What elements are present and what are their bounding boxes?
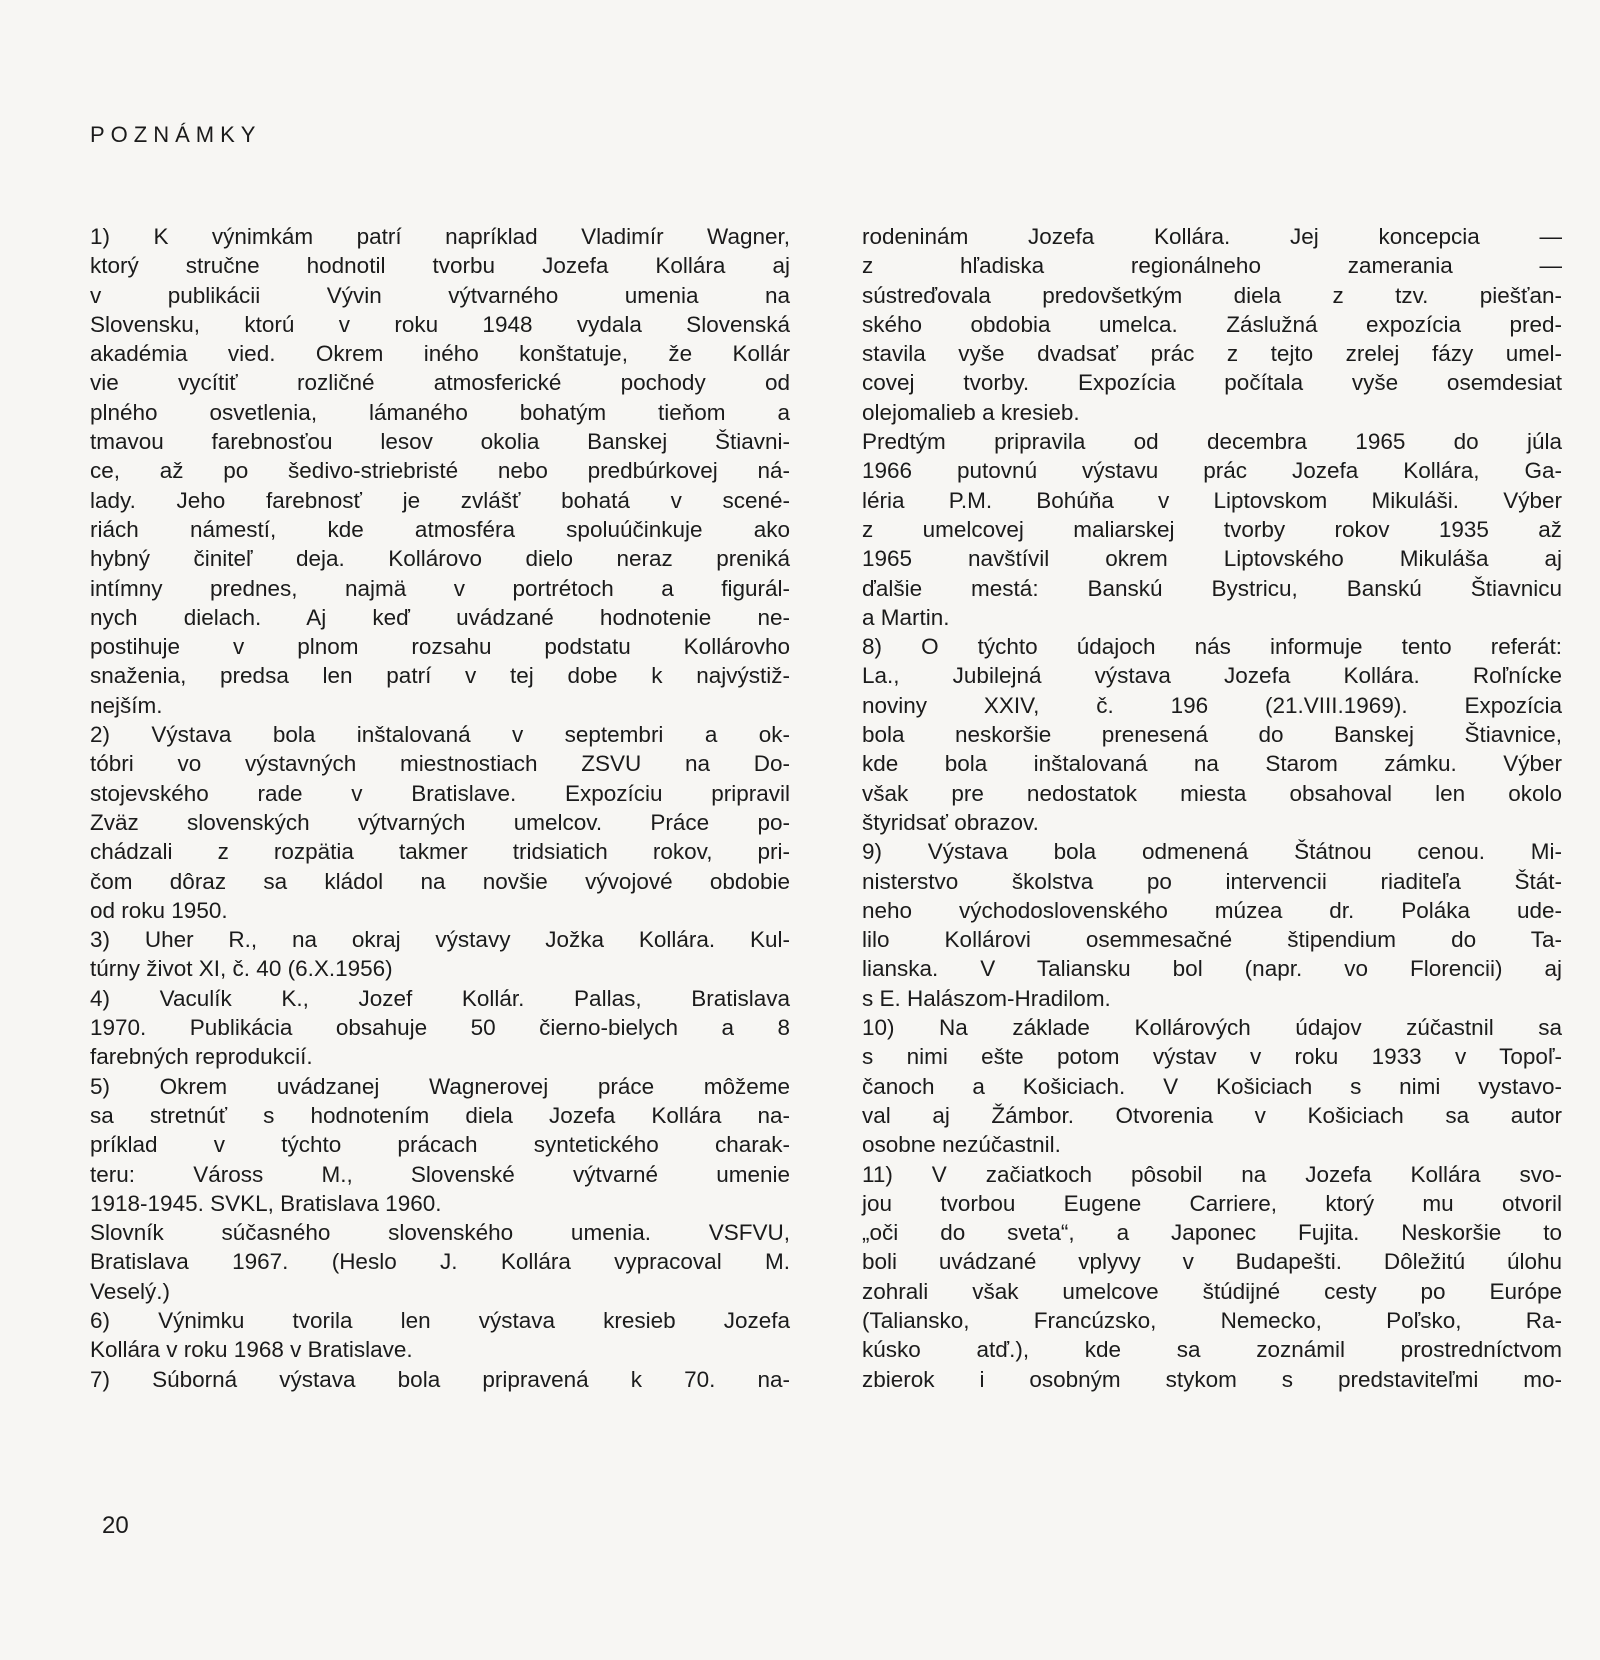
text-line: kúsko atď.), kde sa zoznámil prostredníctvom xyxy=(862,1337,1562,1363)
notes-column-right xyxy=(862,222,1562,1394)
text-line: však pre nedostatok miesta obsahoval len okolo xyxy=(862,780,1562,806)
text-line: „oči do sveta“, a Japonec Fujita. Neskoršie to xyxy=(862,1220,1562,1246)
text-line: Veselý.) xyxy=(90,1278,171,1304)
text-line: bola neskoršie prenesená do Banskej Štiavnice, xyxy=(862,722,1562,748)
text-line: chádzali z rozpätia takmer tridsiatich rokov, pri- xyxy=(90,839,790,865)
text-line: snaženia, predsa len patrí v tej dobe k najvýstiž- xyxy=(90,663,790,689)
text-line: teru: Váross M., Slovenské výtvarné umenie xyxy=(90,1161,790,1187)
text-line: 1918-1945. SVKL, Bratislava 1960. xyxy=(90,1190,442,1216)
text-line: z umelcovej maliarskej tvorby rokov 1935 až xyxy=(862,516,1562,542)
text-line: Slovník súčasného slovenského umenia. VSFVU, xyxy=(90,1220,790,1246)
text-line: 3) Uher R., na okraj výstavy Jožka Kollára. Kul- xyxy=(90,927,790,953)
text-line: riách námestí, kde atmosféra spoluúčinkuje ako xyxy=(90,516,790,542)
text-line: farebných reprodukcií. xyxy=(90,1044,313,1070)
text-line: stavila vyše dvadsať prác z tejto zrelej fázy umel- xyxy=(862,341,1562,367)
text-line: léria P.M. Bohúňa v Liptovskom Mikuláši. Výber xyxy=(862,487,1562,513)
text-line: lianska. V Taliansku bol (napr. vo Florencii) aj xyxy=(862,956,1562,982)
text-line: tóbri vo výstavných miestnostiach ZSVU na Do- xyxy=(90,751,790,777)
text-line: 4) Vaculík K., Jozef Kollár. Pallas, Bratislava xyxy=(90,985,790,1011)
text-line: 9) Výstava bola odmenená Štátnou cenou. Mi- xyxy=(862,839,1562,865)
text-line: noviny XXIV, č. 196 (21.VIII.1969). Expozícia xyxy=(862,692,1562,718)
notes-column-left xyxy=(90,222,790,1394)
text-line: kde bola inštalovaná na Starom zámku. Výber xyxy=(862,751,1562,777)
text-line: 1970. Publikácia obsahuje 50 čierno-bielych a 8 xyxy=(90,1015,790,1041)
text-line: nisterstvo školstva po intervencii riaditeľa Štát- xyxy=(862,868,1562,894)
text-line: štyridsať obrazov. xyxy=(862,809,1039,835)
page-number: 20 xyxy=(102,1512,129,1539)
text-line: hybný činiteľ deja. Kollárovo dielo neraz preniká xyxy=(90,546,790,572)
text-line: tmavou farebnosťou lesov okolia Banskej Štiavni- xyxy=(90,429,790,455)
text-line: 10) Na základe Kollárových údajov zúčastnil sa xyxy=(862,1015,1562,1041)
text-line: lady. Jeho farebnosť je zvlášť bohatá v scené- xyxy=(90,487,790,513)
text-line: osobne nezúčastnil. xyxy=(862,1132,1061,1158)
text-line: v publikácii Vývin výtvarného umenia na xyxy=(90,282,790,308)
text-line: 7) Súborná výstava bola pripravená k 70. na- xyxy=(90,1366,790,1392)
text-line: ce, až po šedivo-striebristé nebo predbúrkovej ná- xyxy=(90,458,790,484)
text-line: 1965 navštívil okrem Liptovského Mikuláša aj xyxy=(862,546,1562,572)
text-line: 2) Výstava bola inštalovaná v septembri a ok- xyxy=(90,722,790,748)
text-line: plného osvetlenia, lámaného bohatým tieňom a xyxy=(90,399,790,425)
text-line: Bratislava 1967. (Heslo J. Kollára vypracoval M. xyxy=(90,1249,790,1275)
text-line: túrny život XI, č. 40 (6.X.1956) xyxy=(90,956,393,982)
text-line: ďalšie mestá: Banskú Bystricu, Banskú Štiavnicu xyxy=(862,575,1562,601)
text-line: akadémia vied. Okrem iného konštatuje, že Kollár xyxy=(90,341,790,367)
text-line: príklad v týchto prácach syntetického charak- xyxy=(90,1132,790,1158)
text-line: čanoch a Košiciach. V Košiciach s nimi vystavo- xyxy=(862,1073,1562,1099)
text-line: Kollára v roku 1968 v Bratislave. xyxy=(90,1337,413,1363)
text-line: 1) K výnimkám patrí napríklad Vladimír Wagner, xyxy=(90,224,790,249)
text-line: sa stretnúť s hodnotením diela Jozefa Kollára na- xyxy=(90,1102,790,1128)
text-line: covej tvorby. Expozícia počítala vyše osemdesiat xyxy=(862,370,1562,396)
text-line: od roku 1950. xyxy=(90,897,228,923)
text-line: neho východoslovenského múzea dr. Poláka ude- xyxy=(862,897,1562,923)
text-line: La., Jubilejná výstava Jozefa Kollára. Roľnícke xyxy=(862,663,1562,689)
text-line: (Taliansko, Francúzsko, Nemecko, Poľsko, Ra- xyxy=(862,1307,1562,1333)
text-line: boli uvádzané vplyvy v Budapešti. Dôležitú úlohu xyxy=(862,1249,1562,1275)
text-line: 6) Výnimku tvorila len výstava kresieb Jozefa xyxy=(90,1307,790,1333)
text-line: z hľadiska regionálneho zamerania — xyxy=(862,253,1562,279)
text-line: jou tvorbou Eugene Carriere, ktorý mu otvoril xyxy=(862,1190,1562,1216)
text-line: rodeninám Jozefa Kollára. Jej koncepcia — xyxy=(862,224,1562,249)
text-line: stojevského rade v Bratislave. Expozíciu pripravil xyxy=(90,780,790,806)
text-line: zohrali však umelcove štúdijné cesty po Európe xyxy=(862,1278,1562,1304)
text-line: a Martin. xyxy=(862,604,950,630)
text-line: Zväz slovenských výtvarných umelcov. Práce po- xyxy=(90,809,790,835)
text-line: ktorý stručne hodnotil tvorbu Jozefa Kollára aj xyxy=(90,253,790,279)
text-line: sústreďovala predovšetkým diela z tzv. piešťan- xyxy=(862,282,1562,308)
text-line: val aj Žámbor. Otvorenia v Košiciach sa autor xyxy=(862,1102,1562,1128)
text-line: čom dôraz sa kládol na novšie vývojové obdobie xyxy=(90,868,790,894)
text-line: postihuje v plnom rozsahu podstatu Kollárovho xyxy=(90,634,790,660)
text-line: olejomalieb a kresieb. xyxy=(862,399,1080,425)
text-line: vie vycítiť rozličné atmosferické pochody od xyxy=(90,370,790,396)
text-line: intímny prednes, najmä v portrétoch a figurál- xyxy=(90,575,790,601)
text-line: 1966 putovnú výstavu prác Jozefa Kollára, Ga- xyxy=(862,458,1562,484)
text-line: Predtým pripravila od decembra 1965 do júla xyxy=(862,429,1562,455)
text-line: lilo Kollárovi osemmesačné štipendium do Ta- xyxy=(862,927,1562,953)
text-line: s E. Halászom-Hradilom. xyxy=(862,985,1111,1011)
page-title: POZNÁMKY xyxy=(90,122,262,147)
text-line: nejším. xyxy=(90,692,163,718)
text-line: 8) O týchto údajoch nás informuje tento referát: xyxy=(862,634,1562,660)
text-line: 5) Okrem uvádzanej Wagnerovej práce môžeme xyxy=(90,1073,790,1099)
text-line: Slovensku, ktorú v roku 1948 vydala Slovenská xyxy=(90,311,790,337)
text-line: nych dielach. Aj keď uvádzané hodnotenie ne- xyxy=(90,604,790,630)
text-line: s nimi ešte potom výstav v roku 1933 v Topoľ- xyxy=(862,1044,1562,1070)
text-line: ského obdobia umelca. Záslužná expozícia pred- xyxy=(862,311,1562,337)
text-line: 11) V začiatkoch pôsobil na Jozefa Kollára svo- xyxy=(862,1161,1562,1187)
text-line: zbierok i osobným stykom s predstaviteľmi mo- xyxy=(862,1366,1562,1392)
